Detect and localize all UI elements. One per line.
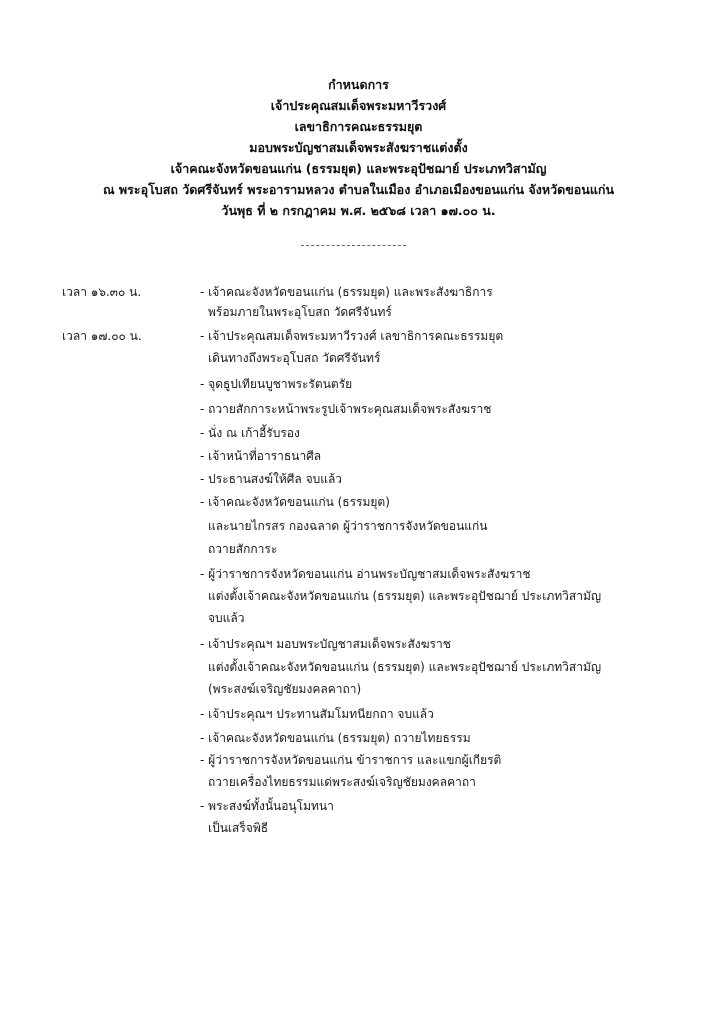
- schedule-item-continuation: แต่งตั้งเจ้าคณะจังหวัดขอนแก่น (ธรรมยุต) และพระอุปัชฌาย์ ประเภทวิสามัญ: [208, 589, 602, 603]
- schedule-item: - ประธานสงฆ์ให้ศีล จบแล้ว: [200, 469, 342, 490]
- schedule-item: - เจ้าคณะจังหวัดขอนแก่น (ธรรมยุต) และพระสังฆาธิการ: [200, 282, 493, 303]
- schedule-item: - ถวายสักการะหน้าพระรูปเจ้าพระคุณสมเด็จพระสังฆราช: [200, 399, 491, 420]
- header-date-time: วันพุธ ที่ ๒ กรกฎาคม พ.ศ. ๒๕๖๘ เวลา ๑๗.๐๐ น.: [221, 203, 496, 218]
- schedule-item-continuation: (พระสงฆ์เจริญชัยมงคลคาถา): [208, 682, 362, 696]
- schedule-item: - นั่ง ณ เก้าอี้รับรอง: [200, 423, 300, 444]
- schedule-item: - เจ้าหน้าที่อาราธนาศีล: [200, 446, 321, 467]
- schedule-item-continuation: จบแล้ว: [208, 611, 245, 625]
- schedule-item-continuation: ถวายเครื่องไทยธรรมแด่พระสงฆ์เจริญชัยมงคลคาถา: [208, 775, 476, 789]
- schedule-item: - เจ้าคณะจังหวัดขอนแก่น (ธรรมยุต) ถวายไทยธรรม: [200, 728, 471, 749]
- header-appointees: เจ้าคณะจังหวัดขอนแก่น (ธรรมยุต) และพระอุปัชฌาย์ ประเภทวิสามัญ: [170, 161, 547, 176]
- schedule-item: - พระสงฆ์ทั้งนั้นอนุโมทนา: [200, 796, 334, 817]
- header-venue: ณ พระอุโบสถ วัดศรีจันทร์ พระอารามหลวง ตำบลในเมือง อำเภอเมืองขอนแก่น จังหวัดขอนแก่น: [102, 182, 615, 197]
- schedule-item-continuation: ถวายสักการะ: [208, 542, 278, 556]
- schedule-item: - ผู้ว่าราชการจังหวัดขอนแก่น ข้าราชการ และแขกผู้เกียรติ: [200, 750, 501, 771]
- document-header: [0, 74, 717, 221]
- schedule-item: - เจ้าประคุณสมเด็จพระมหาวีรวงศ์ เลขาธิการคณะธรรมยุต: [200, 326, 503, 347]
- header-purpose: มอบพระบัญชาสมเด็จพระสังฆราชแต่งตั้ง: [249, 140, 468, 155]
- schedule-item: - เจ้าประคุณฯ มอบพระบัญชาสมเด็จพระสังฆราช: [200, 634, 451, 655]
- schedule-item-continuation: แต่งตั้งเจ้าคณะจังหวัดขอนแก่น (ธรรมยุต) และพระอุปัชฌาย์ ประเภทวิสามัญ: [208, 660, 602, 674]
- header-presiding-monk: เจ้าประคุณสมเด็จพระมหาวีรวงศ์: [270, 98, 447, 113]
- schedule-item-continuation: และนายไกรสร กองฉลาด ผู้ว่าราชการจังหวัดขอนแก่น: [208, 519, 488, 533]
- schedule-item: - เจ้าคณะจังหวัดขอนแก่น (ธรรมยุต): [200, 492, 390, 513]
- schedule-item: - ผู้ว่าราชการจังหวัดขอนแก่น อ่านพระบัญชาสมเด็จพระสังฆราช: [200, 564, 530, 585]
- schedule-item-continuation: เดินทางถึงพระอุโบสถ วัดศรีจันทร์: [208, 351, 381, 365]
- schedule-time-1630: เวลา ๑๖.๓๐ น.: [62, 285, 142, 299]
- header-position: เลขาธิการคณะธรรมยุต: [294, 119, 423, 134]
- header-divider: [301, 245, 406, 246]
- schedule-time-1700: เวลา ๑๗.๐๐ น.: [62, 329, 142, 343]
- schedule-item-continuation: เป็นเสร็จพิธี: [208, 821, 269, 835]
- schedule-item: - จุดธูปเทียนบูชาพระรัตนตรัย: [200, 374, 352, 395]
- header-title: กำหนดการ: [328, 77, 389, 92]
- schedule-item-continuation: พร้อมภายในพระอุโบสถ วัดศรีจันทร์: [208, 305, 392, 319]
- schedule-item: - เจ้าประคุณฯ ประทานสัมโมทนียกถา จบแล้ว: [200, 704, 434, 725]
